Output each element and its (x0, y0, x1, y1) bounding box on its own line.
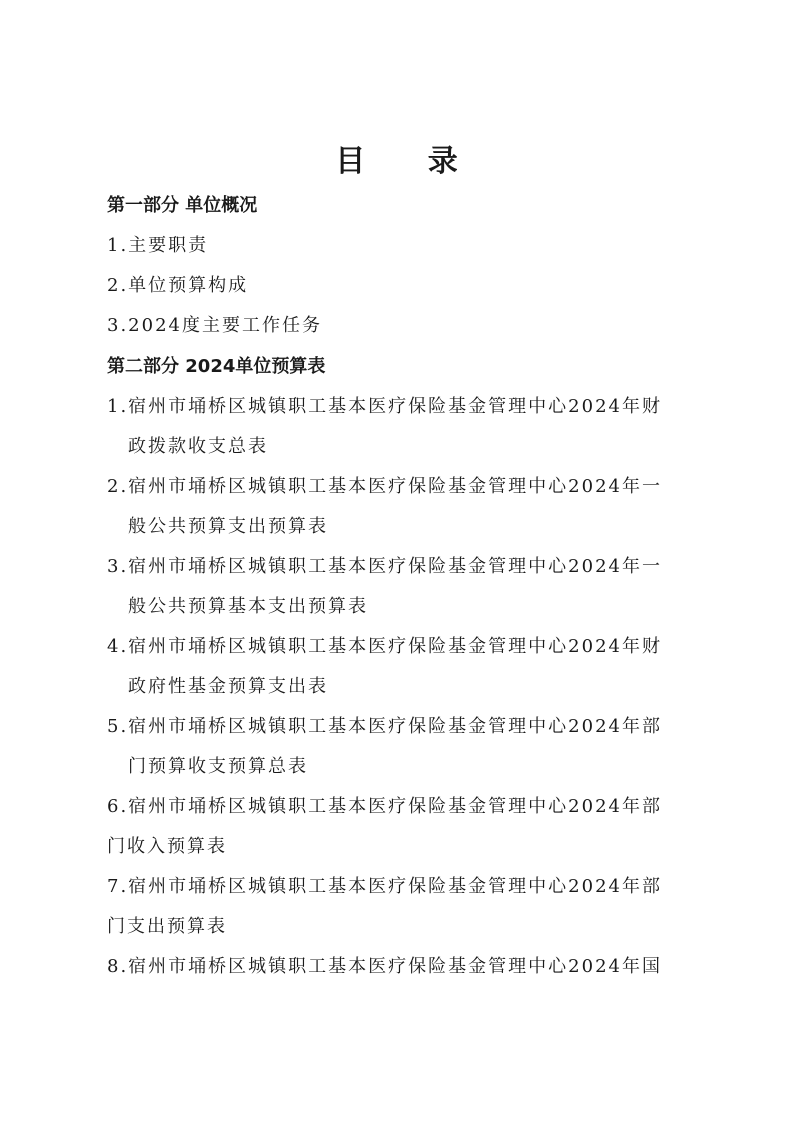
toc-entry (107, 947, 697, 987)
toc-item: 1.主要职责 (107, 235, 209, 256)
section-heading-part-2: 第二部分 2024单位预算表 (107, 356, 326, 377)
toc-entry-line: 7.宿州市埇桥区城镇职工基本医疗保险基金管理中心2024年部 (107, 876, 662, 897)
toc-entry (107, 387, 697, 467)
toc-entry-line: 8.宿州市埇桥区城镇职工基本医疗保险基金管理中心2024年国 (107, 956, 662, 977)
toc-entry-continuation: 般公共预算支出预算表 (128, 516, 328, 537)
toc-item: 3.2024度主要工作任务 (107, 315, 322, 336)
toc-entry (107, 787, 697, 867)
toc-entry-line: 6.宿州市埇桥区城镇职工基本医疗保险基金管理中心2024年部 (107, 796, 662, 817)
toc-entry-continuation: 门预算收支预算总表 (128, 756, 308, 777)
toc-entry-line: 1.宿州市埇桥区城镇职工基本医疗保险基金管理中心2024年财 (107, 396, 662, 417)
toc-entry-line: 5.宿州市埇桥区城镇职工基本医疗保险基金管理中心2024年部 (107, 716, 662, 737)
table-of-contents (107, 185, 697, 987)
toc-item: 2.单位预算构成 (107, 275, 249, 296)
toc-entry-continuation: 政拨款收支总表 (128, 436, 268, 457)
toc-entry (107, 627, 697, 707)
section-heading-part-1: 第一部分 单位概况 (107, 195, 258, 216)
toc-entry (107, 467, 697, 547)
toc-entry-line: 3.宿州市埇桥区城镇职工基本医疗保险基金管理中心2024年一 (107, 556, 662, 577)
toc-entry-line: 2.宿州市埇桥区城镇职工基本医疗保险基金管理中心2024年一 (107, 476, 662, 497)
page-title: 目 录 (335, 144, 484, 179)
toc-entry (107, 867, 697, 947)
toc-entry (107, 547, 697, 627)
toc-entry-line: 4.宿州市埇桥区城镇职工基本医疗保险基金管理中心2024年财 (107, 636, 662, 657)
toc-entry-continuation: 政府性基金预算支出表 (128, 676, 328, 697)
toc-entry-continuation: 般公共预算基本支出预算表 (128, 596, 368, 617)
toc-entry-continuation: 门收入预算表 (107, 836, 227, 857)
toc-entry-continuation: 门支出预算表 (107, 916, 227, 937)
toc-entry (107, 707, 697, 787)
